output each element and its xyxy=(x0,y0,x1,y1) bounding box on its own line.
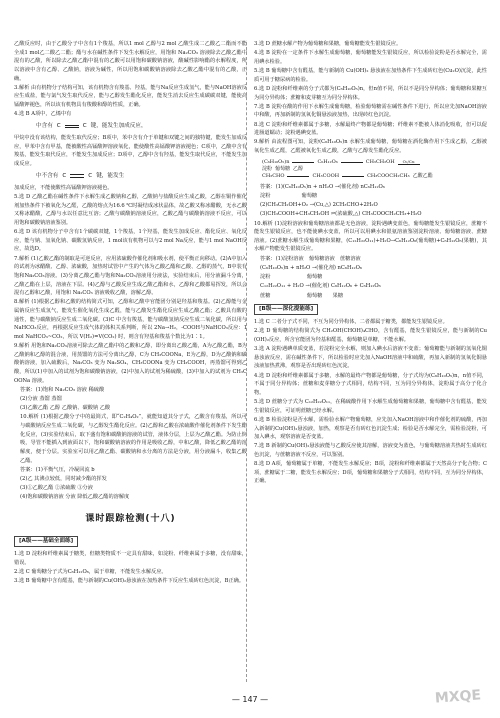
intro-text: 中不含有 xyxy=(36,172,59,179)
chain-starch: (C₆H₁₀O₅)n xyxy=(262,158,290,165)
atom-right: C xyxy=(82,122,87,129)
double-bond-icon xyxy=(65,125,79,129)
arrow-condition: O₂/Cu xyxy=(402,158,415,164)
paragraph: 4.选 B A项中，乙烯中有 xyxy=(14,111,72,118)
paragraph: 9.解析 用饱和Na₂CO₃溶液可除去乙酸乙酯中的乙酸和乙醇，即分离出乙酸乙酯，A为乙酸乙酯，B为乙酸钠和乙醇的混合液，用蒸馏的方法可分离出乙醇，C为 CH₃COONa，E为乙醇，D为乙酸钠和碳酸钠溶液，加入硫酸后，Na₂CO₃ 变为 Na₂SO₄，CH₃COONa 变为 CH₃COOH，再蒸馏可得到乙酸，所以(1)中加入的试剂为饱和碳酸钠溶液，(2)中加入的试剂为稀硫酸，(3)中加入的试剂为 CH₃COONa 溶液。 xyxy=(14,343,247,384)
paragraph: 乙酸反应时，由于乙酸分子中含有1个羧基，所以1 mol 乙醇与2 mol 乙酸生成二乙酸乙二酯而不能全成1 mol乙二酸乙二酯；酯与水在碱性条件下发生水解反应，用饱和 Na₂CO₃ 溶液除去乙酸乙酯中混有的乙酸，所以除去乙酸乙酯中混有的乙酸可以用饱和碳酸钠溶液，酸碱性影响酯的水解程度，所以溶液中含有乙醇、乙酸钠，溶液为碱性，所以用饱和碳酸钠溶液除去乙酸乙酯中混有的乙酸，正确。 xyxy=(14,41,247,82)
paragraph: (3)CH₃COOH+CH₃CH₂OH ⇌(浓硫酸,△) CH₃COOCH₂CH₃+H₂O xyxy=(260,211,422,218)
paragraph: (C₆H₁₀O₅)n + nH₂O →(催化剂) nC₆H₁₂O₆ xyxy=(260,264,362,271)
paragraph: 甲烷中没有该结构，能发生取代反应；B项中，苯中含有介于单键和双键之间的独特键，能发生加成反应，甲苯中含有甲基，能被酸性高锰酸钾溶液氧化，能使酸性高锰酸钾溶液褪色；C项中，乙酸中含有羧基，能发生取代反应，不能发生加成反应；D项中，乙醇中含有羟基，能发生取代反应，不能发生加成反应。 xyxy=(14,135,247,167)
page-number: — 147 — xyxy=(231,695,269,704)
arrow-icon xyxy=(342,176,364,177)
paragraph: 7.选 B 淀粉在酸的作用下水解生成葡萄糖，检验葡萄糖需在碱性条件下进行，所以应先加NaOH溶液中和酸，再加新制的氢氧化铜悬浊液加热，出现砖红色沉淀。 xyxy=(254,103,487,119)
paragraph: 3.选 B 葡萄糖中含有醛基，能与新制的Cu(OH)₂悬浊液在加热条件下反应生成砖红色沉淀，B正确。 xyxy=(14,578,245,585)
left-column xyxy=(14,40,247,587)
paragraph: 6.选 B 检验淀粉是否水解，需检验水解产物葡萄糖，应先加入NaOH溶液中和作催化剂的硫酸，再加入新制的Cu(OH)₂悬浊液，加热，观察是否有砖红色沉淀生成；检验是否水解完全，需检验淀粉，可加入碘水，观察溶液是否变蓝。 xyxy=(254,416,487,441)
paragraph: 加成反应，不能使酸性高锰酸钾溶液褪色。 xyxy=(14,184,113,191)
paragraph: 10.解析 (1)淀粉溶液和葡萄糖溶液都是无色溶液，淀粉遇碘变蓝色，葡萄糖能发生银镜反应，蔗糖不能发生银镜反应，也不能使碘水变蓝，所以可以用碘水和银氨溶液鉴别淀粉溶液、葡萄糖溶液、蔗糖溶液。(2)蔗糖水解生成葡萄糖和果糖，(C₁₂H₂₂O₁₁)+H₂O→C₆H₁₂O₆(葡萄糖)+C₆H₁₂O₆(果糖)，其水解产物能发生银镜反应。 xyxy=(254,220,487,253)
paragraph: 5.选 D 蔗糖分子式为 C₁₂H₂₂O₁₁，在稀硫酸作用下水解生成葡萄糖和果糖，葡萄糖中含有醛基，能发生银镜反应，可证明蔗糖已经水解。 xyxy=(254,399,487,414)
paragraph: 7.选 B 新制的Cu(OH)₂悬浊液能与乙酸反应使其溶解，溶液变为蓝色，与葡萄糖溶液共热时生成砖红色沉淀，与蔗糖溶液不反应，可以鉴别。 xyxy=(254,443,487,458)
paragraph: 5.选 D 乙酸乙酯在碱性条件下水解生成乙酸钠和乙醇，乙酸钠与盐酸反应生成乙酸，乙醇在铜作催化剂加热条件下被氧化为乙醛，乙酸的熔点为16.6 ℃时凝结成冰状晶体，故乙酸又称冰醋酸，无水乙酸又称冰醋酸，乙醇与水以任意比互溶；乙酸与碳酸钠溶液反应，乙酸乙酯与碳酸钠溶液不反应，可以用饱和碳酸钠溶液鉴别。 xyxy=(14,194,247,226)
arrow-icon xyxy=(341,162,363,163)
paragraph: 1.选 D 淀粉和纤维素属于糖类，但糖类物质不一定具有甜味，如淀粉、纤维素属于多糖，没有甜味，错误。 xyxy=(14,551,247,566)
intro-text: 中含有 xyxy=(36,122,53,129)
double-bond-icon xyxy=(70,174,84,178)
paragraph: 8.解析 (1)根据乙醇和乙酸的结构简式可知，乙醇和乙酸中官能团分别是羟基和羧基。(2)乙醇能与金属钠反应生成氢气，能发生催化氧化生成乙醛，能与乙酸发生酯化反应生成乙酸乙酯；乙酸具有酸的通性，能与碳酸钠反应生成二氧化碳。(3)C 中含有羧基，能与碳酸氢钠反应生成二氧化碳，所以用与NaHCO₃反应，再根据反应生成气体的体积关系判断，所以 2Na→H₂，-COOH与NaHCO₃反应：1mol NaHCO₃~CO₂，所以 V(H₂)=V(CO₂) 时，则含有羟基和羧基个数比为1∶1。 xyxy=(14,299,247,340)
chain-ethanol-label: 乙醇 xyxy=(293,165,304,172)
arrow-icon xyxy=(292,162,314,163)
paragraph: 9.解析 由流程图可知，淀粉(C₆H₁₀O₅)n 水解生成葡萄糖，葡萄糖在酒化酶作用下生成乙醇，乙醇被氧化生成乙醛，乙醛被氧化生成乙酸，乙酸与乙醇发生酯化反应。 xyxy=(254,139,487,155)
chain-ethanol: CH₃CH₂OH xyxy=(365,158,395,165)
paragraph: 2.选 D 葡萄糖的结构简式为 CH₂OH(CHOH)₄CHO，含有醛基，能发生银镜反应，能与新制的Cu(OH)₂反应，所含官能团为羟基和醛基，葡萄糖是单糖，不能水解。 xyxy=(254,328,487,343)
paragraph: (2)CH₃CH₂OH+O₂ →(Cu,△) 2CH₃CHO+2H₂O xyxy=(260,202,378,209)
paragraph: 1.选 C 二者分子式不同，不互为同分异构体，二者都属于糖类，都能发生银镜反应。 xyxy=(254,319,448,326)
paragraph: 7.解析 (1)乙酸乙酯的制取是可逆反应，应用浓硫酸作催化剂和吸水剂，使平衡正向移动。(2)A中加入的试剂为冰醋酸、乙醇、浓硫酸，加热时试管中产生的气体为乙酸乙酯和乙酸、乙醇的蒸气，B中装有饱和Na₂CO₃溶液。(3)分离乙酸乙酯与饱和Na₂CO₃溶液用分液法，实验结束后，用分液漏斗分离，乙酸乙酯在上层，溶液在下层。(4)乙醇与乙酸反应生成乙酸乙酯和水，乙醇和乙酸都易挥发，所以会混有乙醇和乙酸，用饱和 Na₂CO₃ 溶液吸收乙酸，溶解乙醇。 xyxy=(14,255,247,297)
paragraph: 8.选 C 淀粉和纤维素都属于多糖，水解最终产物都是葡萄糖；纤维素不能被人体消化吸收，但可以促进肠道蠕动；淀粉遇碘变蓝。 xyxy=(254,121,487,137)
paragraph: (2)分液 蒸馏 蒸馏 xyxy=(20,396,62,403)
paragraph: 淀粉 葡萄糖 xyxy=(260,192,318,199)
paragraph: (4)饱和碳酸钠溶液 分液 降低乙酸乙酯的溶解度 xyxy=(20,494,130,501)
reaction-chain xyxy=(262,159,487,180)
paragraph: 3.选 A 淀粉遇碘单质变蓝，若淀粉完全水解，则加入碘水后溶液不变蓝；葡萄糖能与新制的氢氧化铜悬浊液反应，需在碱性条件下，所以检验时应先加入NaOH溶液中和硫酸，再加入新制的氢氧化铜悬浊液加热煮沸，观察是否出现砖红色沉淀。 xyxy=(254,346,487,370)
paragraph: (3)①乙酸乙酯 ②浓硫酸 ③分液 xyxy=(20,485,93,492)
level-a-tag: [A级——基础全面练] xyxy=(14,536,78,547)
chain-starch-label: 淀粉 xyxy=(262,165,273,172)
paragraph: 3.解析 由有机物分子结构可知，该有机物含有羧基、羟基，能与Na反应生成氢气，能与NaOH溶液反应生成盐，能与氯气发生取代反应，能与乙醇发生酯化反应，能发生消去反应生成碳碳双键，能使高锰酸钾褪色，所以该有机物具有羧酸和醇的性质，正确。 xyxy=(14,84,247,108)
chain-ester: CH₃COOCH₂CH₃ xyxy=(367,172,410,179)
atom-left: C xyxy=(62,172,67,179)
structure-ethylene xyxy=(36,122,247,131)
paragraph: 5.选 B 葡萄糖中含有醛基，能与新制的 Cu(OH)₂ 悬浊液在加热条件下生成砖红色(Cu₂O)沉淀，此性质可用于糖尿病的检验。 xyxy=(254,68,487,83)
atom-right: C xyxy=(88,172,93,179)
paragraph: 3.选 D 蔗糖水解产物为葡萄糖和果糖，葡萄糖能发生银镜反应。 xyxy=(254,41,402,47)
chain-acetic-acid: CH₃COOH xyxy=(312,172,340,179)
paragraph: C₁₂H₂₂O₁₁ + H₂O →(催化剂) C₆H₁₂O₆ + C₆H₁₂O₆ xyxy=(260,283,381,290)
paragraph: 4.选 B 淀粉在一定条件下水解生成葡萄糖，葡萄糖能发生银镜反应，所以检验淀粉是否水解完全，需用碘水检验。 xyxy=(254,50,487,65)
arrow-icon xyxy=(287,176,309,177)
paragraph: 6.选 D 淀粉和纤维素的分子式都为(C₆H₁₀O₅)n，但n值不同，所以不是同分异构体；葡萄糖和果糖互为同分异构体；蔗糖和麦芽糖互为同分异构体。 xyxy=(254,85,487,101)
paragraph: 8.选 D A项，葡萄糖属于单糖，不能发生水解反应；B项，淀粉和纤维素都属于天然高分子化合物；C项，蔗糖属于二糖，能发生水解反应；D项，葡萄糖和果糖分子式相同，结构不同，互为同分异构体，正确。 xyxy=(254,461,487,485)
chain-glucose-label: 葡萄糖 xyxy=(275,165,291,172)
structure-tail: 键，能发生 xyxy=(96,172,125,179)
chain-ester-label: 乙酸乙酯 xyxy=(412,172,433,179)
paragraph: (2)乙 其沸点较低，同时减少酯的挥发 xyxy=(20,476,107,483)
paragraph: (3)乙酸乙酯 乙醇 乙酸钠、碳酸钠 乙酸 xyxy=(20,405,111,412)
paragraph: 6.选 D 该有机物分子中含有1个碳碳双键，1个羧基，1个羟基，能发生加成反应、酯化反应、氧化反应，能与钠、氢氧化钠、碳酸氢钠反应，1 mol该有机物可以与2 mol Na反应，能与1 mol NaOH反应，故选D。 xyxy=(14,229,247,253)
paragraph: 10.解析 (1)根据乙酸分子中的最简式，即“C₂H₄O₂”，就能知道其分子式，乙酸含有羧基，所以可与碳酸钠反应生成二氧化碳，与乙醇发生酯化反应。(2)乙醇和乙酸在浓硫酸作催化剂条件下发生酯化反应，(3)实验结束后，取下盛有饱和碳酸钠溶液的试管，液体分层，上层为乙酸乙酯。为防止倒吸，导管不能插入到液面以下，饱和碳酸钠溶液的作用是吸收乙醇，中和乙酸，降低乙酸乙酯的溶解度，便于分层。实验室可以用乙酸乙酯、碳酸钠和水分离的方法是分液，用分液漏斗，收集乙酸乙酯。 xyxy=(20,414,247,464)
chain-glucose: C₆H₁₂O₆ xyxy=(317,158,338,165)
paragraph: 答案：(1)饱和 Na₂CO₃ 溶液 稀硫酸 xyxy=(20,386,105,393)
paragraph: 答案：(1)平衡气压，冷凝回流 b xyxy=(20,466,95,473)
watermark-logo: MXQE xyxy=(434,687,482,707)
structure-no-bond xyxy=(36,172,247,181)
paragraph: 淀粉 葡萄糖 xyxy=(260,274,323,281)
atom-left: C xyxy=(56,122,61,129)
structure-tail: 键，能发生加成反应， xyxy=(90,122,147,129)
paragraph: 答案：(1)(C₆H₁₀O₅)n + nH₂O →(催化剂) nC₆H₁₂O₆ xyxy=(260,183,385,190)
column-divider xyxy=(246,42,247,682)
arrow-icon xyxy=(398,159,420,166)
level-b-tag: [B级——深化提能练] xyxy=(254,304,318,315)
paragraph: 蔗糖 葡萄糖 果糖 xyxy=(260,292,344,299)
paragraph: 4.选 D 淀粉和纤维素都属于多糖，水解的最终产物都是葡萄糖，分子式均为(C₆H₁₀O₅)n，n值不同，不属于同分异构体；蔗糖和麦芽糖分子式相同，结构不同，互为同分异构体，淀粉属于高分子化合物。 xyxy=(254,372,487,396)
section-title: 课时跟踪检测(十八) xyxy=(85,514,176,525)
paragraph: 2.选 C 葡萄糖分子式为C₆H₁₂O₆，属于单糖，不能发生水解反应。 xyxy=(14,569,167,576)
paragraph: 答案：(1)淀粉溶液 葡萄糖溶液 蔗糖溶液 xyxy=(260,255,361,262)
chain-acetaldehyde: CH₃CHO xyxy=(262,172,285,179)
right-column xyxy=(254,40,487,487)
